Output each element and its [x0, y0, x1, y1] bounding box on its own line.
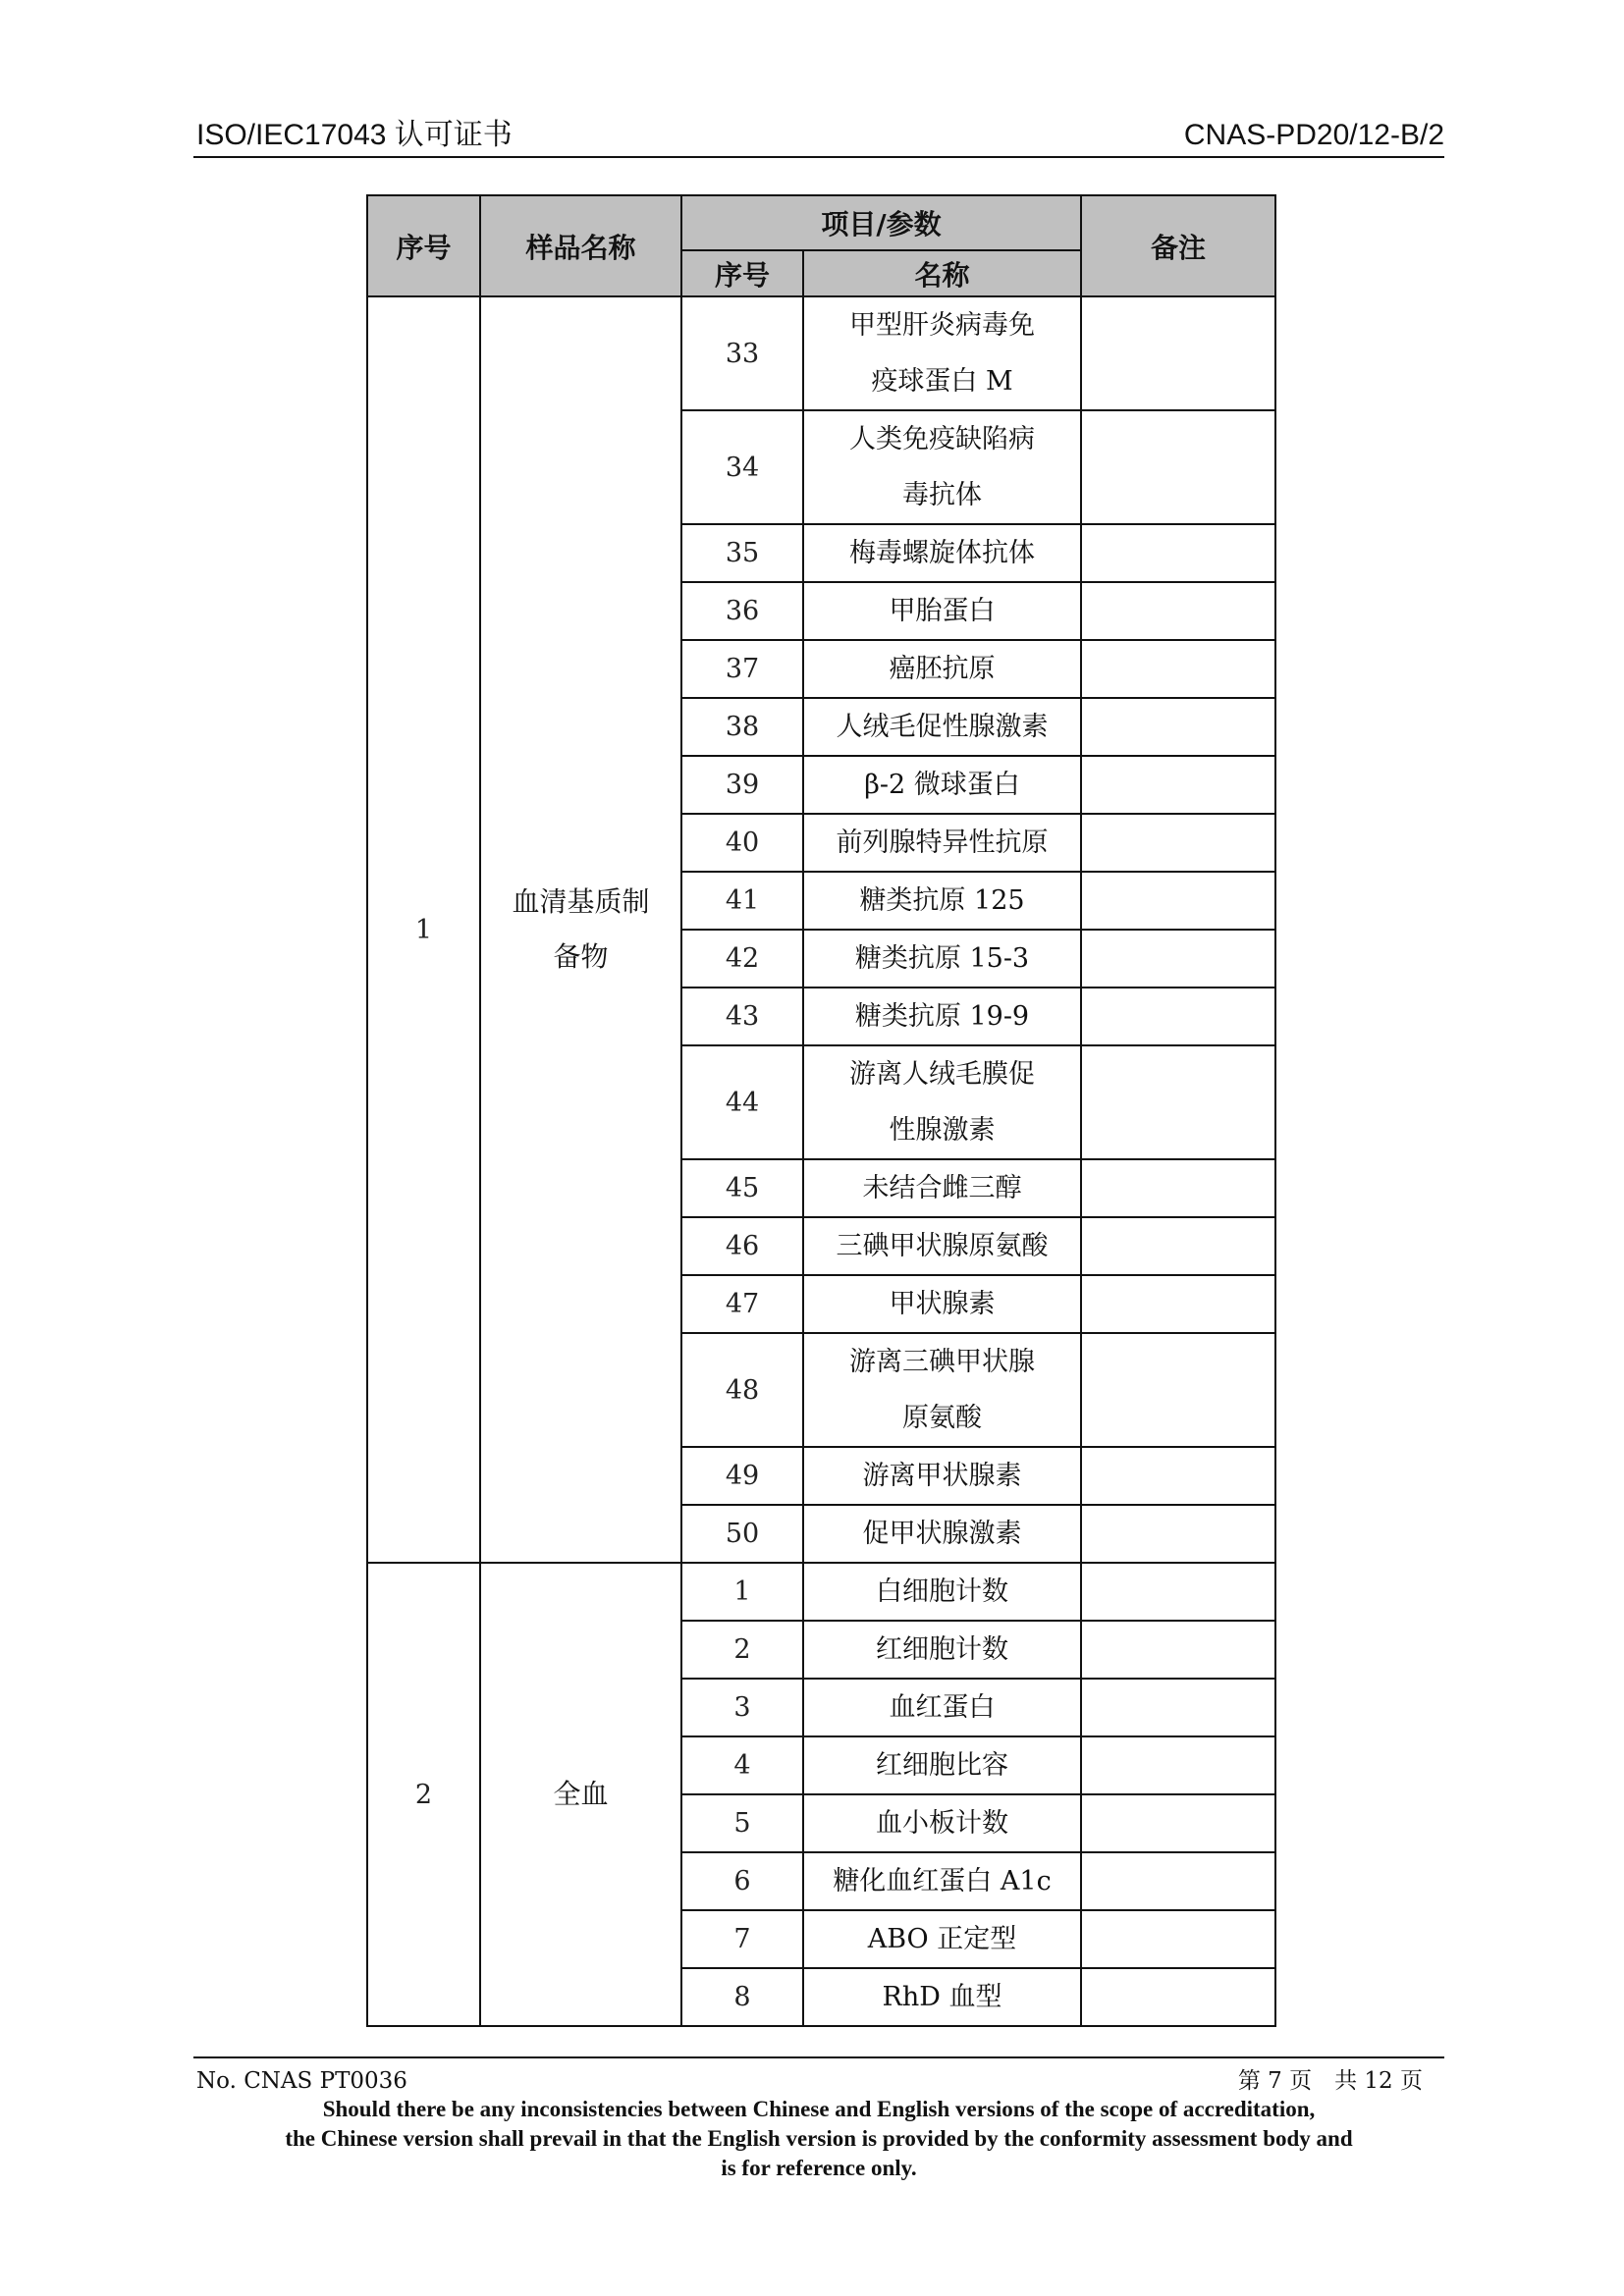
item-name: 癌胚抗原: [803, 640, 1081, 698]
item-no: 8: [681, 1968, 803, 2026]
disclaimer-line: is for reference only.: [721, 2156, 917, 2180]
item-no: 3: [681, 1679, 803, 1736]
item-remark: [1081, 1968, 1275, 2026]
col-header-remark: 备注: [1081, 195, 1275, 296]
item-remark: [1081, 756, 1275, 814]
item-no: 36: [681, 582, 803, 640]
item-name: 糖化血红蛋白 A1c: [803, 1852, 1081, 1910]
item-no: 46: [681, 1217, 803, 1275]
item-name: 红细胞计数: [803, 1621, 1081, 1679]
group-seq: 2: [367, 1563, 480, 2026]
footer-document-number: No. CNAS PT0036: [196, 2068, 407, 2094]
item-name-text: 游离人绒毛膜促性腺激素: [849, 1059, 1035, 1146]
item-remark: [1081, 988, 1275, 1045]
item-remark: [1081, 1679, 1275, 1736]
item-no: 44: [681, 1045, 803, 1159]
table-row: [367, 296, 1275, 410]
table-body: [367, 296, 1275, 2026]
item-name: 甲状腺素: [803, 1275, 1081, 1333]
item-name: [803, 410, 1081, 524]
item-name: 糖类抗原 15-3: [803, 930, 1081, 988]
item-remark: [1081, 1045, 1275, 1159]
item-name: 红细胞比容: [803, 1736, 1081, 1794]
disclaimer-line: the Chinese version shall prevail in that the English version is provided by the conformity assessment body and: [285, 2126, 1353, 2151]
item-no: 5: [681, 1794, 803, 1852]
item-remark: [1081, 1621, 1275, 1679]
item-no: 47: [681, 1275, 803, 1333]
col-header-sub-seq: 序号: [681, 250, 803, 296]
item-remark: [1081, 1852, 1275, 1910]
item-name-text: 甲型肝炎病毒免疫球蛋白 M: [849, 310, 1035, 397]
item-remark: [1081, 814, 1275, 872]
item-remark: [1081, 698, 1275, 756]
item-name: 游离甲状腺素: [803, 1447, 1081, 1505]
col-header-sub-name: 名称: [803, 250, 1081, 296]
item-no: 42: [681, 930, 803, 988]
item-no: 43: [681, 988, 803, 1045]
item-no: 2: [681, 1621, 803, 1679]
item-name: 促甲状腺激素: [803, 1505, 1081, 1563]
item-no: 37: [681, 640, 803, 698]
item-remark: [1081, 410, 1275, 524]
item-no: 35: [681, 524, 803, 582]
item-no: 1: [681, 1563, 803, 1621]
item-remark: [1081, 1275, 1275, 1333]
item-name: RhD 血型: [803, 1968, 1081, 2026]
header-document-code: CNAS-PD20/12-B/2: [1183, 119, 1444, 151]
col-header-item-param: 项目/参数: [681, 195, 1081, 250]
item-name: 甲胎蛋白: [803, 582, 1081, 640]
item-name: [803, 296, 1081, 410]
col-header-sample-name: 样品名称: [480, 195, 681, 296]
item-remark: [1081, 930, 1275, 988]
item-name: β-2 微球蛋白: [803, 756, 1081, 814]
disclaimer-line: Should there be any inconsistencies between Chinese and English versions of the scope of accreditation,: [322, 2097, 1316, 2121]
header-certificate-title: ISO/IEC17043 认可证书: [196, 119, 513, 151]
item-no: 4: [681, 1736, 803, 1794]
item-remark: [1081, 1333, 1275, 1447]
group-sample-name: [480, 296, 681, 1563]
item-name: 未结合雌三醇: [803, 1159, 1081, 1217]
item-name-text: 人类免疫缺陷病毒抗体: [849, 424, 1035, 510]
item-no: 33: [681, 296, 803, 410]
item-name: [803, 1333, 1081, 1447]
footer-divider: [193, 2056, 1444, 2058]
item-name: 血红蛋白: [803, 1679, 1081, 1736]
item-no: 40: [681, 814, 803, 872]
group-sample-name: 全血: [480, 1563, 681, 2026]
item-no: 45: [681, 1159, 803, 1217]
item-no: 50: [681, 1505, 803, 1563]
group-seq: 1: [367, 296, 480, 1563]
item-name-text: 游离三碘甲状腺原氨酸: [849, 1347, 1035, 1433]
item-name: 血小板计数: [803, 1794, 1081, 1852]
item-name: 糖类抗原 19-9: [803, 988, 1081, 1045]
header-divider: [193, 156, 1444, 158]
item-name: ABO 正定型: [803, 1910, 1081, 1968]
sample-name-text: 血清基质制备物: [512, 885, 650, 973]
item-no: 49: [681, 1447, 803, 1505]
item-no: 34: [681, 410, 803, 524]
table-row: [367, 1563, 1275, 1621]
item-remark: [1081, 296, 1275, 410]
item-remark: [1081, 582, 1275, 640]
item-no: 38: [681, 698, 803, 756]
item-no: 41: [681, 872, 803, 930]
item-remark: [1081, 872, 1275, 930]
item-name: 梅毒螺旋体抗体: [803, 524, 1081, 582]
item-remark: [1081, 524, 1275, 582]
table-header: [367, 195, 1275, 296]
item-remark: [1081, 1159, 1275, 1217]
item-name: 糖类抗原 125: [803, 872, 1081, 930]
item-no: 39: [681, 756, 803, 814]
item-remark: [1081, 640, 1275, 698]
accreditation-scope-table: [366, 194, 1276, 2027]
footer-language-disclaimer: [193, 2095, 1444, 2183]
item-remark: [1081, 1505, 1275, 1563]
item-name: 三碘甲状腺原氨酸: [803, 1217, 1081, 1275]
col-header-seq: 序号: [367, 195, 480, 296]
item-name: [803, 1045, 1081, 1159]
item-remark: [1081, 1794, 1275, 1852]
item-remark: [1081, 1447, 1275, 1505]
item-no: 6: [681, 1852, 803, 1910]
footer-page-indicator: 第 7 页 共 12 页: [1237, 2068, 1423, 2094]
item-no: 7: [681, 1910, 803, 1968]
item-remark: [1081, 1910, 1275, 1968]
item-remark: [1081, 1217, 1275, 1275]
item-no: 48: [681, 1333, 803, 1447]
item-name: 白细胞计数: [803, 1563, 1081, 1621]
item-name: 人绒毛促性腺激素: [803, 698, 1081, 756]
item-remark: [1081, 1563, 1275, 1621]
item-name: 前列腺特异性抗原: [803, 814, 1081, 872]
item-remark: [1081, 1736, 1275, 1794]
